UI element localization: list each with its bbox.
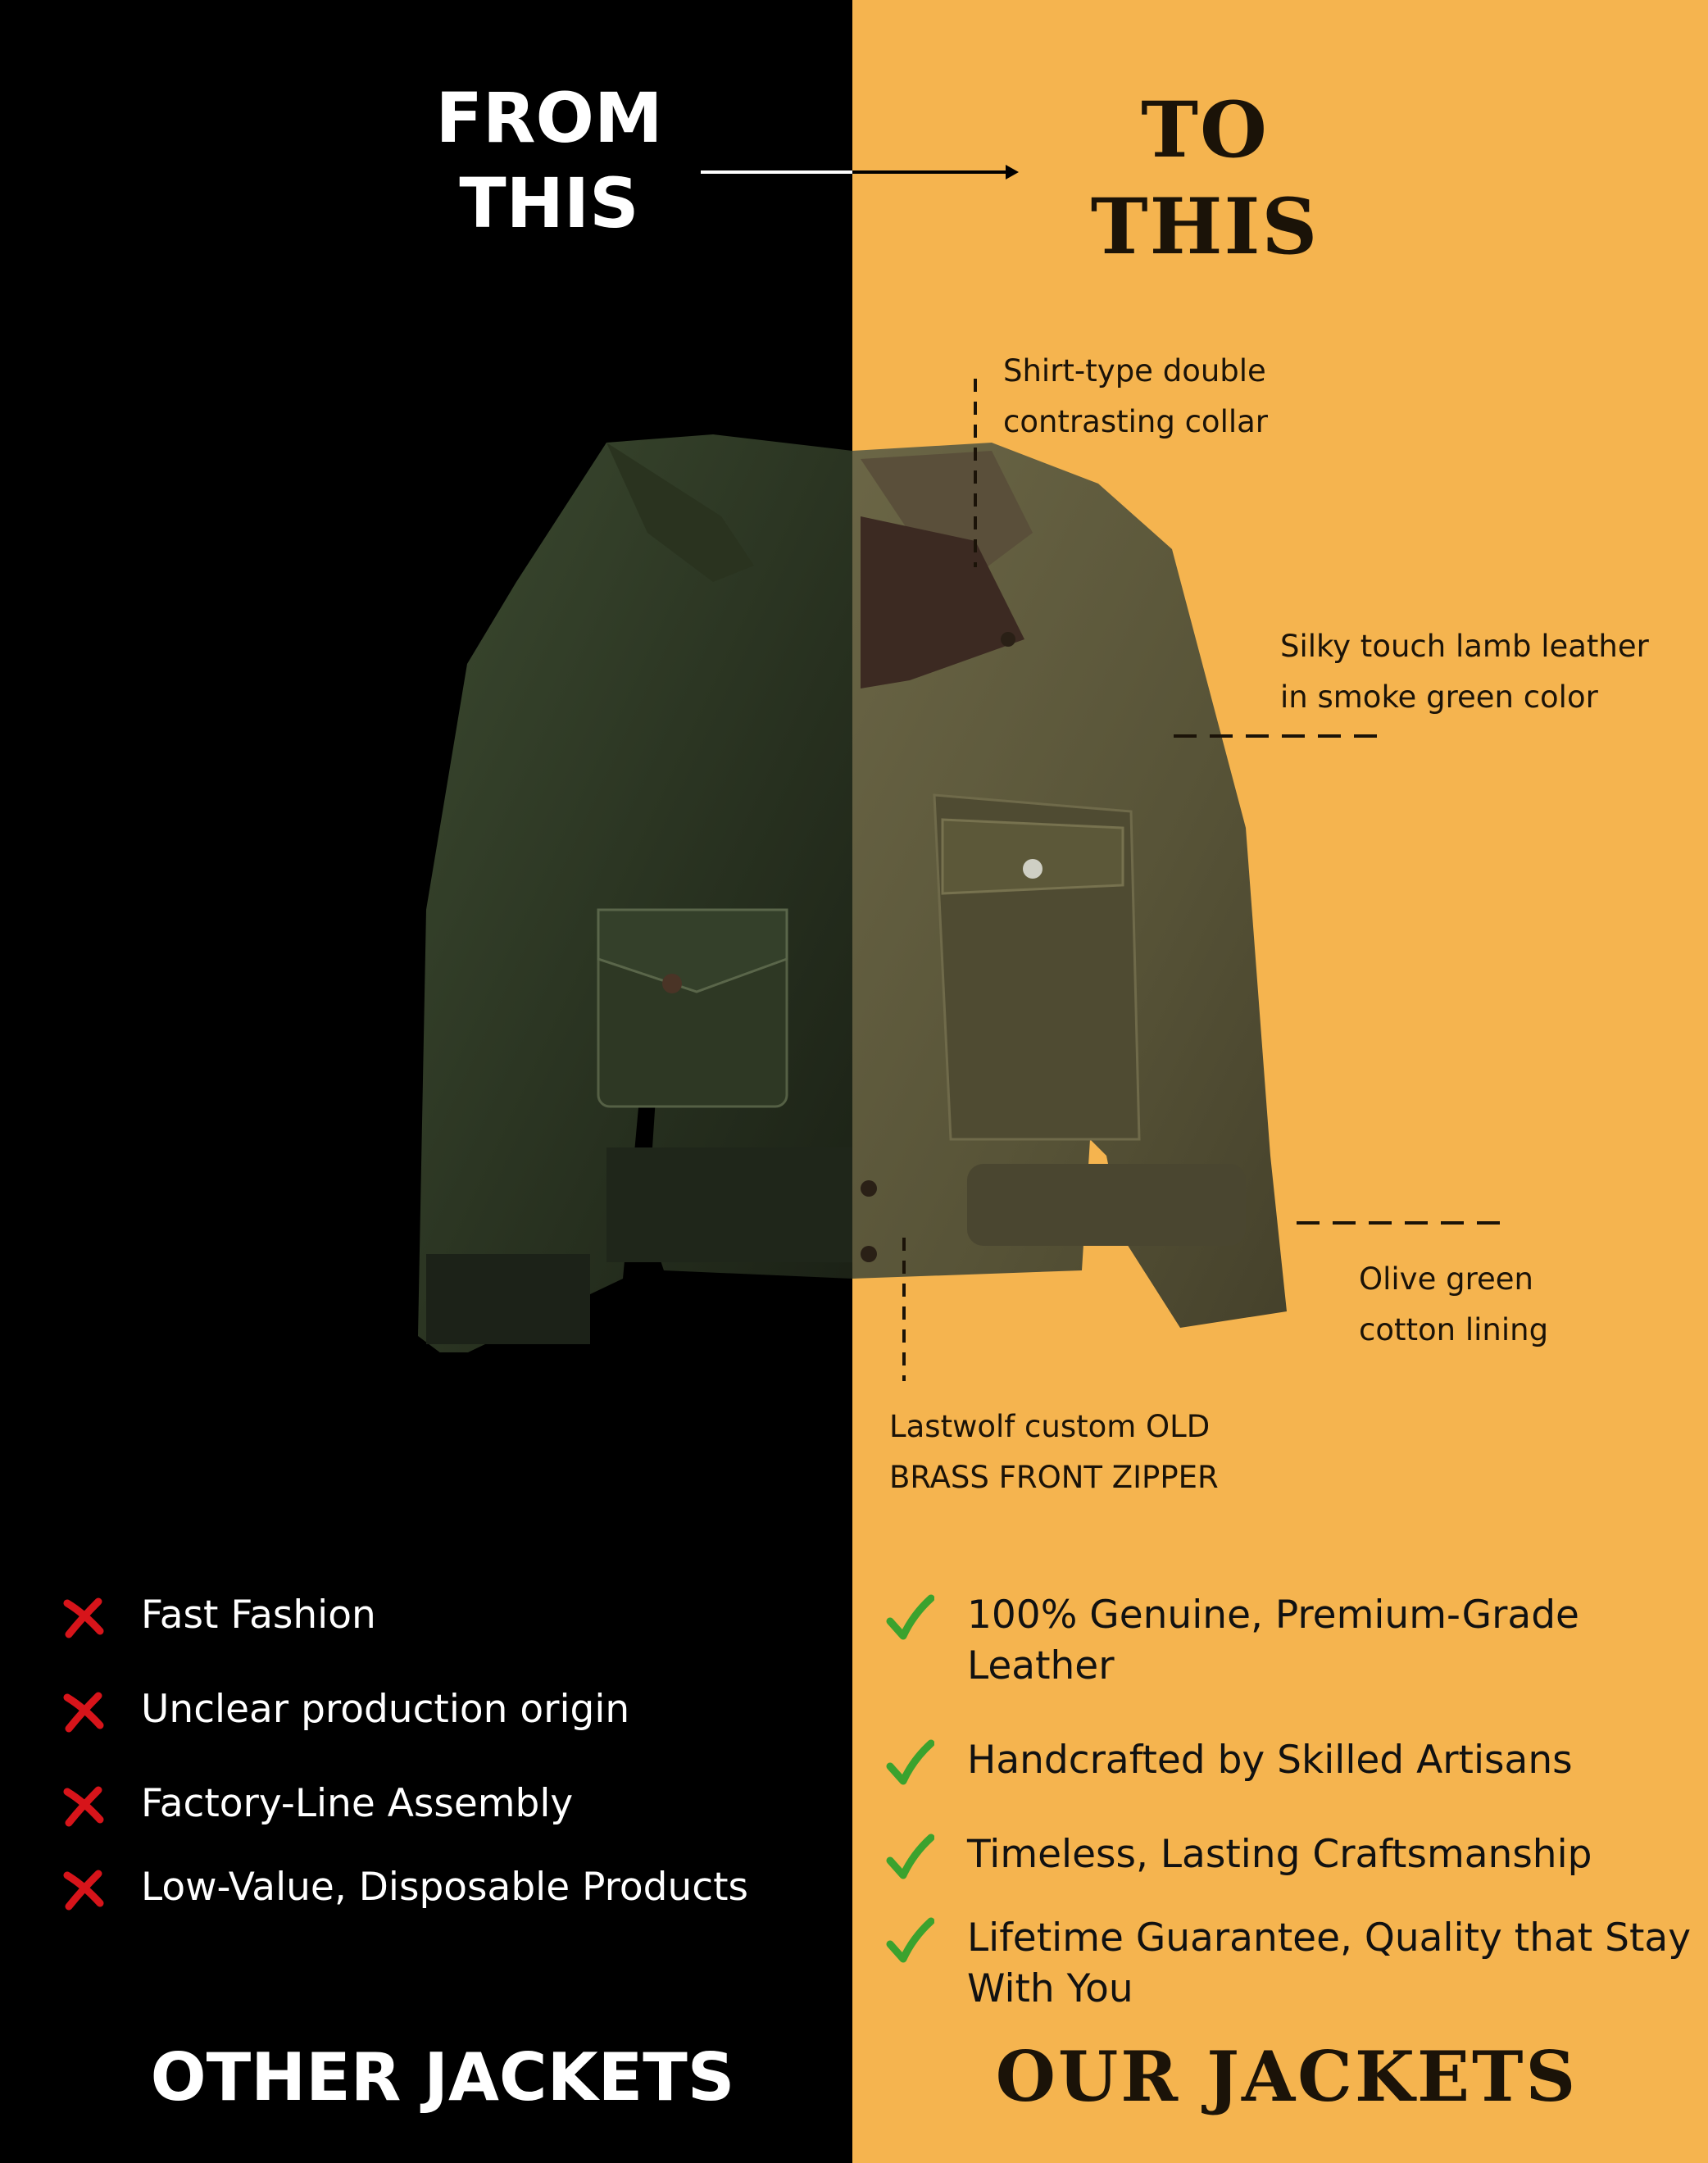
list-item-text: Unclear production origin — [141, 1687, 630, 1732]
list-item — [59, 1862, 829, 1913]
check-icon — [885, 1593, 934, 1643]
list-item-text: Fast Fashion — [141, 1593, 376, 1638]
list-item-text: 100% Genuine, Premium-Grade Leather — [967, 1593, 1579, 1688]
other-jackets-title: OTHER JACKETS — [150, 2039, 735, 2115]
list-item-text: Handcrafted by Skilled Artisans — [967, 1738, 1573, 1783]
cross-icon — [59, 1865, 108, 1915]
list-item — [885, 1829, 1697, 1880]
cross-icon — [59, 1593, 108, 1643]
list-item — [885, 1913, 1697, 2015]
list-item — [59, 1684, 829, 1735]
to-this-heading: TO THIS — [1090, 85, 1320, 272]
check-icon — [885, 1916, 934, 1965]
our-jackets-list — [885, 1590, 1697, 2058]
other-jackets-list — [59, 1590, 829, 1913]
cross-icon — [59, 1688, 108, 1737]
leather-leader-line — [1174, 732, 1387, 740]
list-item-text: Timeless, Lasting Craftsmanship — [967, 1832, 1592, 1877]
list-item — [885, 1590, 1697, 1692]
list-item — [59, 1779, 829, 1829]
our-jackets-title: OUR JACKETS — [995, 2036, 1579, 2117]
check-icon — [885, 1738, 934, 1788]
collar-callout: Shirt-type double contrasting collar — [1003, 353, 1269, 439]
list-item-text: Lifetime Guarantee, Quality that Stay With You — [967, 1915, 1692, 2011]
zipper-leader-line — [900, 1238, 908, 1381]
list-item — [885, 1735, 1697, 1786]
list-item — [59, 1590, 829, 1641]
collar-leader-line — [971, 379, 979, 567]
lining-leader-line — [1297, 1219, 1513, 1227]
check-icon — [885, 1833, 934, 1882]
list-item-text: Factory-Line Assembly — [141, 1781, 574, 1826]
lining-callout: Olive green cotton lining — [1359, 1261, 1549, 1347]
list-item-text: Low-Value, Disposable Products — [141, 1865, 749, 1910]
arrow-right-icon — [701, 156, 1020, 189]
from-this-heading: FROM THIS — [435, 78, 663, 243]
jacket-image — [402, 418, 1320, 1352]
cross-icon — [59, 1782, 108, 1831]
zipper-callout: Lastwolf custom OLD BRASS FRONT ZIPPER — [889, 1409, 1219, 1495]
leather-callout: Silky touch lamb leather in smoke green color — [1280, 629, 1649, 715]
